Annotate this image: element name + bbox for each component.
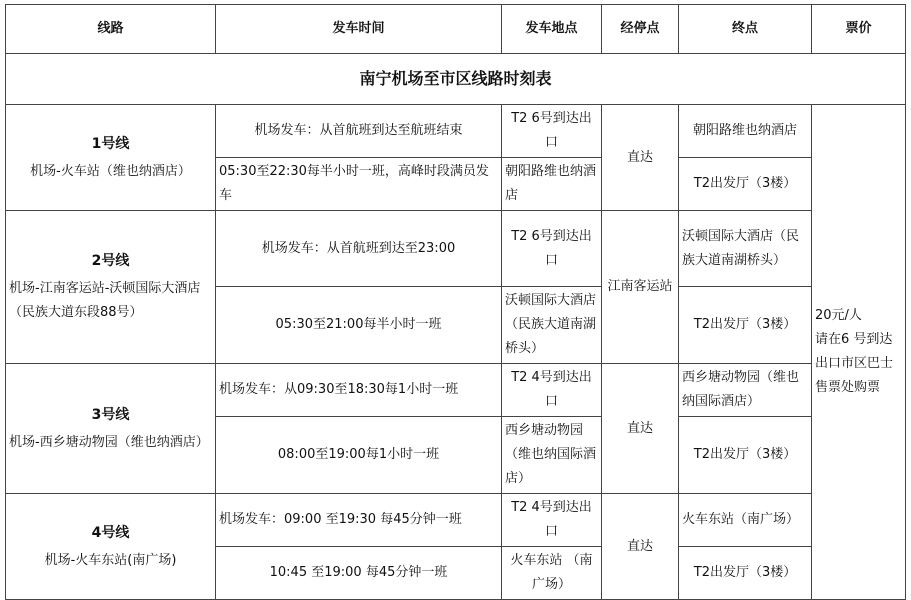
route-4-via: 直达 <box>602 494 679 600</box>
schedule-table <box>5 4 906 600</box>
route-3-terminal-return: T2出发厅（3楼） <box>679 417 812 494</box>
route-1-time-return: 05:30至22:30每半小时一班，高峰时段满员发车 <box>216 158 502 211</box>
header-terminal: 终点 <box>679 5 812 54</box>
route-3-name: 3号线 <box>91 406 130 423</box>
route-1-time-outbound: 机场发车：从首航班到达至航班结束 <box>216 105 502 158</box>
route-1-desc: 机场-火车站（维也纳酒店） <box>30 163 191 179</box>
header-route: 线路 <box>6 5 216 54</box>
route-2-desc: 机场-江南客运站-沃顿国际大酒店（民族大道东段88号） <box>9 281 201 320</box>
table-row <box>6 364 906 417</box>
route-2-location-return: 沃顿国际大酒店（民族大道南湖桥头） <box>502 287 602 364</box>
header-price: 票价 <box>812 5 906 54</box>
route-3-terminal-outbound: 西乡塘动物园（维也纳国际酒店） <box>679 364 812 417</box>
route-2-time-outbound: 机场发车：从首航班到达至23:00 <box>216 211 502 287</box>
route-1-location-return: 朝阳路维也纳酒店 <box>502 158 602 211</box>
route-3-location-return: 西乡塘动物园（维也纳国际酒店） <box>502 417 602 494</box>
route-2-cell <box>6 211 216 364</box>
table-row <box>6 211 906 287</box>
route-4-location-return: 火车东站 （南广场） <box>502 547 602 600</box>
route-3-cell <box>6 364 216 494</box>
route-4-time-outbound: 机场发车：09:00 至19:30 每45分钟一班 <box>216 494 502 547</box>
header-location: 发车地点 <box>502 5 602 54</box>
header-via: 经停点 <box>602 5 679 54</box>
route-4-terminal-outbound: 火车东站（南广场） <box>679 494 812 547</box>
route-1-via: 直达 <box>602 105 679 211</box>
route-1-name: 1号线 <box>91 135 130 152</box>
route-2-terminal-return: T2出发厅（3楼） <box>679 287 812 364</box>
table-row <box>6 494 906 547</box>
route-3-desc: 机场-西乡塘动物园（维也纳酒店） <box>9 434 209 450</box>
route-2-location-outbound: T2 6号到达出口 <box>502 211 602 287</box>
header-time: 发车时间 <box>216 5 502 54</box>
route-4-terminal-return: T2出发厅（3楼） <box>679 547 812 600</box>
price-cell <box>812 105 906 600</box>
route-4-cell <box>6 494 216 600</box>
route-4-desc: 机场-火车东站(南广场) <box>44 552 177 568</box>
route-3-time-return: 08:00至19:00每1小时一班 <box>216 417 502 494</box>
route-1-terminal-outbound: 朝阳路维也纳酒店 <box>679 105 812 158</box>
price-note: 请在6 号到达出口市区巴士售票处购票 <box>815 332 894 395</box>
route-2-time-return: 05:30至21:00每半小时一班 <box>216 287 502 364</box>
route-1-location-outbound: T2 6号到达出口 <box>502 105 602 158</box>
route-1-terminal-return: T2出发厅（3楼） <box>679 158 812 211</box>
route-1-cell <box>6 105 216 211</box>
route-3-time-outbound: 机场发车：从09:30至18:30每1小时一班 <box>216 364 502 417</box>
table-title: 南宁机场至市区线路时刻表 <box>6 54 906 105</box>
route-3-location-outbound: T2 4号到达出口 <box>502 364 602 417</box>
route-3-via: 直达 <box>602 364 679 494</box>
route-2-name: 2号线 <box>91 253 130 269</box>
table-row <box>6 105 906 158</box>
route-4-name: 4号线 <box>91 524 130 541</box>
route-4-time-return: 10:45 至19:00 每45分钟一班 <box>216 547 502 600</box>
route-2-terminal-outbound: 沃顿国际大酒店（民族大道南湖桥头） <box>679 211 812 287</box>
route-2-via: 江南客运站 <box>602 211 679 364</box>
price-amount: 20元/人 <box>815 308 862 323</box>
header-row <box>6 5 906 54</box>
route-4-location-outbound: T2 4号到达出口 <box>502 494 602 547</box>
